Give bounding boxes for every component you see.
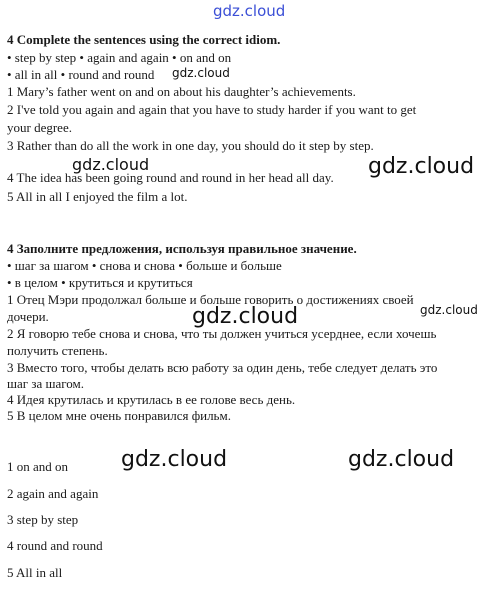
watermark-top: gdz.cloud	[213, 2, 286, 20]
watermark: gdz.cloud	[172, 66, 230, 80]
watermark: gdz.cloud	[192, 304, 299, 329]
idiom-list-ru-line1: • шаг за шагом • снова и снова • больше и больше	[7, 258, 282, 273]
watermark: gdz.cloud	[420, 303, 478, 317]
answer-4: 4 round and round	[7, 538, 103, 553]
sentence-ru-3-cont: шаг за шагом.	[7, 376, 85, 391]
sentence-en-3: 3 Rather than do all the work in one day, you should do it step by step.	[7, 138, 374, 153]
sentence-ru-2: 2 Я говорю тебе снова и снова, что ты должен учиться усерднее, если хочешь	[7, 326, 437, 341]
exercise-heading-en: 4 Complete the sentences using the correct idiom.	[7, 32, 281, 47]
sentence-ru-1: 1 Отец Мэри продолжал больше и больше говорить о достижениях своей	[7, 292, 414, 307]
watermark: gdz.cloud	[368, 154, 475, 179]
idiom-list-en-line1: • step by step • again and again • on and on	[7, 50, 232, 65]
answer-3: 3 step by step	[7, 512, 79, 527]
sentence-ru-1-cont: дочери.	[7, 309, 49, 324]
sentence-en-4: 4 The idea has been going round and round in her head all day.	[7, 170, 334, 185]
watermark: gdz.cloud	[121, 447, 228, 472]
idiom-list-ru-line2: • в целом • крутиться и крутиться	[7, 275, 193, 290]
sentence-en-5: 5 All in all I enjoyed the film a lot.	[7, 189, 188, 204]
exercise-heading-ru: 4 Заполните предложения, используя правильное значение.	[7, 241, 357, 256]
answer-5: 5 All in all	[7, 565, 63, 580]
sentence-en-1: 1 Mary’s father went on and on about his daughter’s achievements.	[7, 84, 356, 99]
sentence-ru-4: 4 Идея крутилась и крутилась в ее голове весь день.	[7, 392, 296, 407]
sentence-en-2-cont: your degree.	[7, 120, 72, 135]
watermark: gdz.cloud	[348, 447, 455, 472]
sentence-ru-3: 3 Вместо того, чтобы делать всю работу за один день, тебе следует делать это	[7, 360, 438, 375]
sentence-en-2: 2 I've told you again and again that you have to study harder if you want to get	[7, 102, 417, 117]
answer-1: 1 on and on	[7, 459, 69, 474]
answer-2: 2 again and again	[7, 486, 99, 501]
idiom-list-en-line2: • all in all • round and round	[7, 67, 155, 82]
watermark: gdz.cloud	[72, 155, 150, 174]
sentence-ru-5: 5 В целом мне очень понравился фильм.	[7, 408, 231, 423]
sentence-ru-2-cont: получить степень.	[7, 343, 108, 358]
